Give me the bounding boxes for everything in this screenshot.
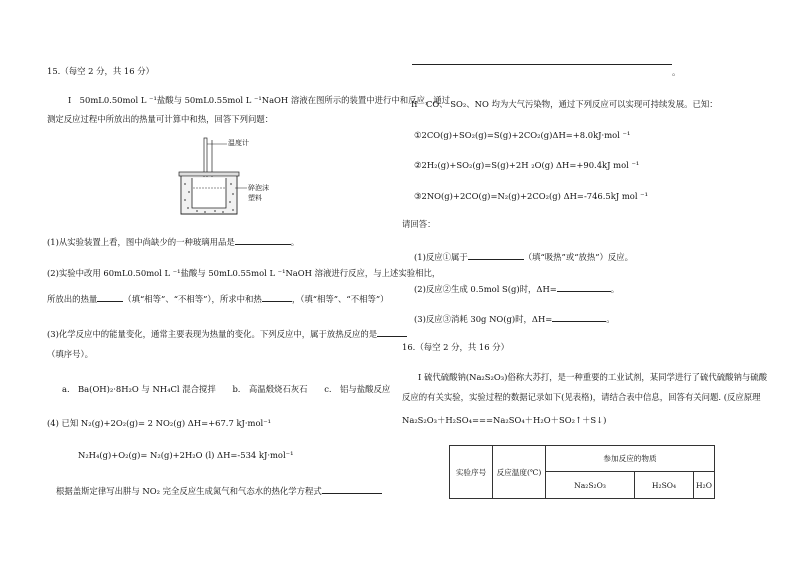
q2-text-c: ，（填“相等”、“不相等”）	[291, 294, 389, 304]
r3-text: (3)反应③消耗 30g NO(g)时，ΔH=	[414, 314, 553, 324]
top-period: 。	[672, 67, 681, 77]
part2-line1: II CO、 SO₂、NO 均为大气污染物，通过下列反应可以实现可持续发展。已知：	[411, 99, 718, 109]
col-experiment-number: 实验序号	[450, 446, 493, 499]
r1-answer-blank[interactable]	[468, 250, 524, 260]
q1: (1)从实验装置上看，图中尚缺少的一种玻璃用品是 。	[47, 237, 300, 247]
r2	[414, 282, 619, 295]
top-answer-line[interactable]	[412, 64, 672, 65]
q15-header: 15.（每空 2 分，共 16 分）	[47, 66, 154, 76]
label-plastic: 塑料	[248, 194, 262, 202]
q4-line2: N₂H₄(g)+O₂(g)= N₂(g)+2H₂O (l) ΔH=-534 kJ·mol⁻¹	[78, 450, 294, 460]
q4-line1: (4) 已知 N₂(g)+2O₂(g)= 2 NO₂(g) ΔH=+67.7 kJ·mol⁻¹	[47, 418, 271, 428]
q4-answer-blank[interactable]	[322, 484, 382, 494]
q2-text-a: 所放出的热量	[47, 294, 98, 304]
p16-line2: 反应的有关实验，实验过程的数据记录如下(见表格)，请结合表中信息，回答有关问题. (反应原理	[402, 392, 761, 402]
equation-3: ③2NO(g)+2CO(g)=N₂(g)+2CO₂(g) ΔH=-746.5kJ mol ⁻¹	[414, 191, 648, 201]
q1-text: (1)从实验装置上看，图中尚缺少的一种玻璃用品是	[47, 237, 235, 247]
q16-header: 16.（每空 2 分，共 16 分）	[402, 342, 509, 352]
q3-options: a. Ba(OH)₂·8H₂O 与 NH₄Cl 混合搅拌 b. 高温煅烧石灰石 c. 铝与盐酸反应	[62, 384, 391, 394]
q2-line1: (2)实验中改用 60mL0.50mol L ⁻¹盐酸与 50mL0.55mol L ⁻¹NaOH 溶液进行反应，与上述实验相比，	[47, 268, 441, 278]
r3-end: 。	[606, 314, 615, 324]
r2-end: 。	[610, 284, 620, 294]
label-thermometer: 温度计	[228, 139, 249, 147]
experiment-table	[449, 445, 715, 499]
q3-answer-blank[interactable]	[377, 327, 407, 337]
sub-h2o: H₂O	[694, 472, 715, 499]
q2-neutralization-blank[interactable]	[262, 292, 292, 302]
r1-text-b: （填“吸热”或“放热”）反应。	[523, 252, 634, 262]
q3-text: (3)化学反应中的能量变化，通常主要表现为热量的变化。下列反应中，属于放热反应的是	[47, 329, 378, 339]
r1-text-a: (1)反应①属于	[414, 252, 468, 262]
q2-heat-blank[interactable]	[97, 292, 123, 302]
col-reactants: 参加反应的物质	[546, 446, 715, 472]
q1-answer-blank[interactable]	[235, 235, 291, 245]
q3-line1	[47, 327, 407, 340]
part1-line2: 测定反应过程中所放出的热量可计算中和热，回答下列问题：	[47, 114, 274, 124]
q2-line2	[47, 292, 389, 305]
sub-na2s2o3: Na₂S₂O₃	[546, 472, 635, 499]
q4-text: 根据盖斯定律写出肼与 NO₂ 完全反应生成氮气和气态水的热化学方程式	[56, 486, 322, 496]
equation-2: ②2H₂(g)+SO₂(g)=S(g)+2H ₂O(g) ΔH=+90.4kJ mol ⁻¹	[414, 160, 640, 170]
q2-text-b: （填“相等”、“不相等”），所求中和热	[123, 294, 262, 304]
p16-line1: I 硫代硫酸钠(Na₂S₂O₃)俗称大苏打，是一种重要的工业试剂，某同学进行了硫代硫酸钠与硫酸	[418, 372, 767, 382]
sub-h2so4: H₂SO₄	[635, 472, 694, 499]
r2-text: (2)反应②生成 0.5mol S(g)时，ΔH=	[414, 284, 557, 294]
col-reaction-temperature: 反应温度(℃)	[493, 446, 546, 499]
q4-line3	[56, 484, 382, 497]
answer-prompt: 请回答：	[402, 219, 436, 229]
r3	[414, 312, 615, 325]
q3-line2: （填序号）。	[47, 349, 94, 359]
label-foam: 碎泡沫	[248, 184, 269, 192]
part1-line1: I 50mL0.50mol L ⁻¹盐酸与 50mL0.55mol L ⁻¹NaOH 溶液在图所示的装置中进行中和反应，通过	[68, 95, 451, 105]
p16-line3: Na₂S₂O₃＋H₂SO₄===Na₂SO₄＋H₂O＋SO₂↑＋S↓)	[402, 415, 607, 425]
r1	[414, 250, 633, 263]
equation-1: ①2CO(g)+SO₂(g)=S(g)+2CO₂(g)ΔH=+8.0kJ·mol ⁻¹	[414, 130, 631, 140]
r2-answer-blank[interactable]	[557, 282, 611, 292]
r3-answer-blank[interactable]	[552, 312, 606, 322]
calorimeter-figure	[175, 136, 275, 222]
